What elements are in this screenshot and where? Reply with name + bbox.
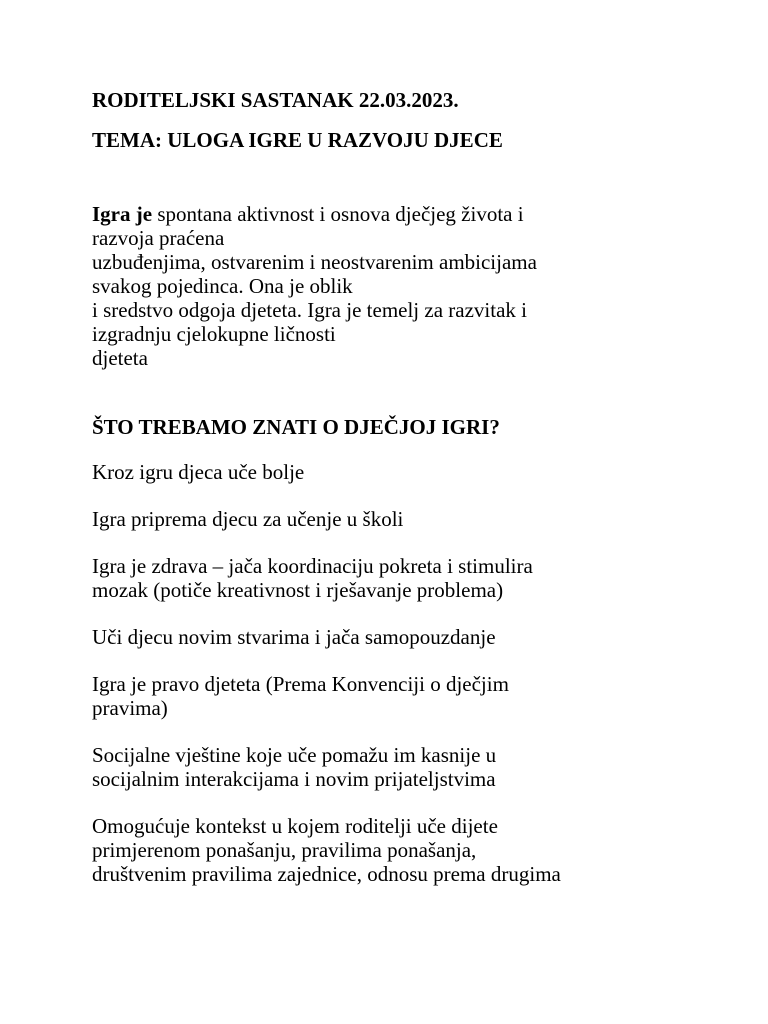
list-item-line: socijalnim interakcijama i novim prijateljstvima bbox=[92, 767, 496, 791]
list-item bbox=[92, 672, 712, 720]
list-item bbox=[92, 554, 712, 602]
document-page bbox=[92, 88, 712, 909]
list-item-line: mozak (potiče kreativnost i rješavanje problema) bbox=[92, 578, 504, 602]
intro-line-5: i sredstvo odgoja djeteta. Igra je temelj za razvitak i bbox=[92, 298, 527, 322]
list-item-line: Kroz igru djeca uče bolje bbox=[92, 460, 305, 484]
intro-line-3: uzbuđenjima, ostvarenim i neostvarenim ambicijama bbox=[92, 250, 537, 274]
intro-line-6: izgradnju cjelokupne ličnosti bbox=[92, 322, 336, 346]
list-item bbox=[92, 460, 712, 484]
intro-line-7: djeteta bbox=[92, 346, 148, 370]
list-item-line: pravima) bbox=[92, 696, 168, 720]
list-item-line: Igra je zdrava – jača koordinaciju pokreta i stimulira bbox=[92, 554, 533, 578]
intro-paragraph bbox=[92, 202, 712, 370]
list-item bbox=[92, 814, 712, 886]
document-title: RODITELJSKI SASTANAK 22.03.2023. bbox=[92, 88, 459, 112]
list-item bbox=[92, 625, 712, 649]
document-topic: TEMA: ULOGA IGRE U RAZVOJU DJECE bbox=[92, 128, 503, 152]
intro-line-1 bbox=[92, 202, 712, 226]
list-item-line: primjerenom ponašanju, pravilima ponašanja, bbox=[92, 838, 477, 862]
section-heading: ŠTO TREBAMO ZNATI O DJEČJOJ IGRI? bbox=[92, 415, 500, 439]
intro-bold-lead: Igra je bbox=[92, 202, 153, 226]
facts-list bbox=[92, 460, 712, 886]
list-item-line: Omogućuje kontekst u kojem roditelji uče dijete bbox=[92, 814, 498, 838]
list-item-line: Socijalne vještine koje uče pomažu im kasnije u bbox=[92, 743, 497, 767]
intro-line-1-text: spontana aktivnost i osnova dječjeg života i bbox=[152, 202, 524, 226]
list-item bbox=[92, 507, 712, 531]
list-item-line: Igra priprema djecu za učenje u školi bbox=[92, 507, 404, 531]
list-item-line: Igra je pravo djeteta (Prema Konvenciji o dječjim bbox=[92, 672, 509, 696]
intro-line-4: svakog pojedinca. Ona je oblik bbox=[92, 274, 353, 298]
list-item-line: Uči djecu novim stvarima i jača samopouzdanje bbox=[92, 625, 496, 649]
intro-line-2: razvoja praćena bbox=[92, 226, 225, 250]
list-item bbox=[92, 743, 712, 791]
list-item-line: društvenim pravilima zajednice, odnosu prema drugima bbox=[92, 862, 561, 886]
